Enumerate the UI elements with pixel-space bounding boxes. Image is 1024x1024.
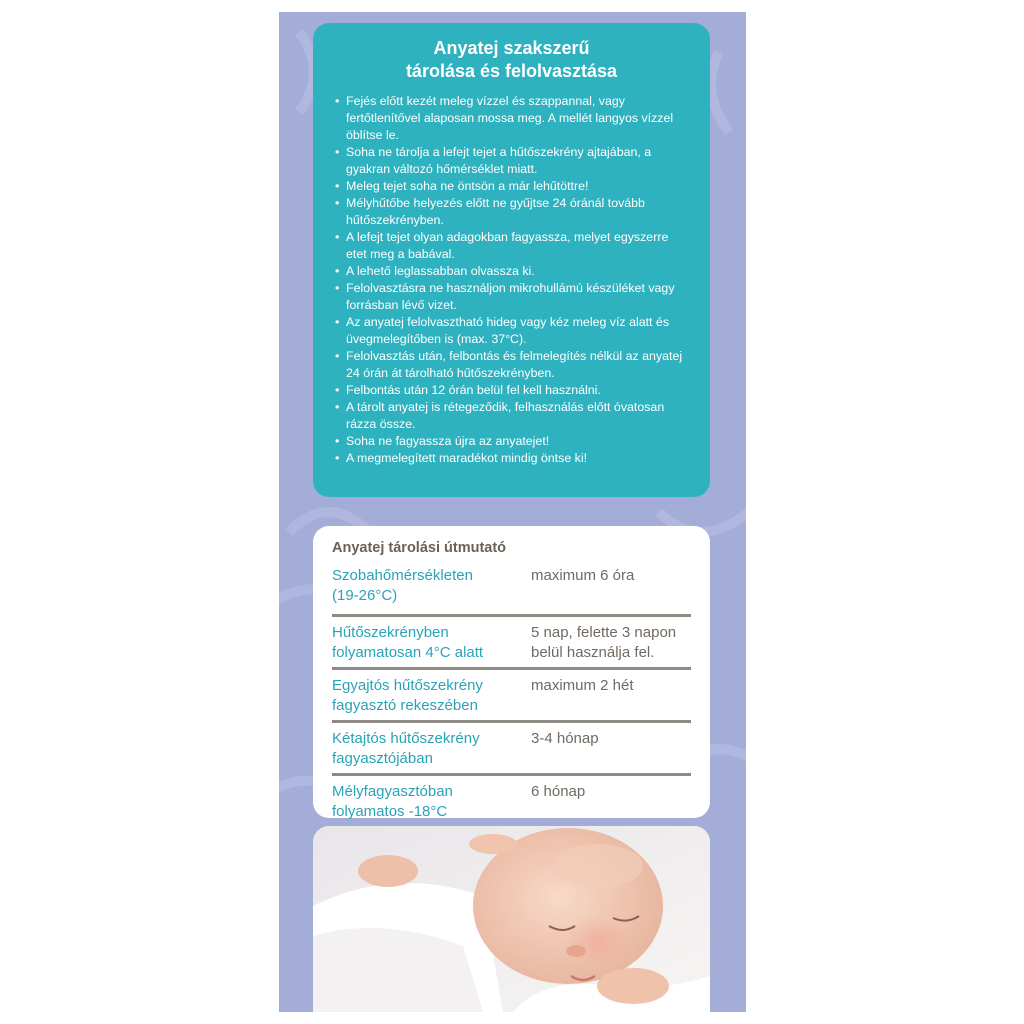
tips-title xyxy=(313,23,710,83)
guide-row-duration: 3-4 hónap xyxy=(531,730,599,747)
storage-guide-card xyxy=(313,526,710,818)
tip-item: • Meleg tejet soha ne öntsön a már lehűtöttre! xyxy=(335,179,589,193)
guide-row-room-temperature xyxy=(332,566,691,617)
bullet-icon: • xyxy=(335,281,340,295)
guide-row-refrigerator xyxy=(332,619,691,670)
guide-row-double-door-freezer xyxy=(332,725,691,776)
tip-item: • A tárolt anyatej is rétegeződik, felhasználás előtt óvatosan rázza össze. xyxy=(335,400,665,431)
guide-row-duration: maximum 6 óra xyxy=(531,567,635,584)
guide-row-duration: 5 nap, felette 3 napon belül használja fel. xyxy=(531,624,677,661)
tip-item: • Mélyhűtőbe helyezés előtt ne gyűjtse 24 óránál tovább hűtőszekrényben. xyxy=(335,196,645,227)
bullet-icon: • xyxy=(335,383,340,397)
sleeping-baby-photo xyxy=(313,826,710,1012)
guide-row-duration: 6 hónap xyxy=(531,783,586,800)
sleeping-baby-illustration xyxy=(313,826,710,1012)
bullet-icon: • xyxy=(335,94,340,108)
storage-tips-card xyxy=(313,23,710,497)
tips-title-line-2: tárolása és felolvasztása xyxy=(405,61,618,81)
leaflet-panel xyxy=(279,12,746,1012)
bullet-icon: • xyxy=(335,264,340,278)
guide-row-deep-freezer xyxy=(332,778,691,826)
guide-row-place: Egyajtós hűtőszekrény fagyasztó rekeszében xyxy=(332,677,483,714)
guide-title: Anyatej tárolási útmutató xyxy=(332,540,507,556)
guide-row-place: Kétajtós hűtőszekrény fagyasztójában xyxy=(332,730,480,767)
tip-item: • A lefejt tejet olyan adagokban fagyassza, melyet egyszerre etet meg a babával. xyxy=(335,230,669,261)
bullet-icon: • xyxy=(335,196,340,210)
tip-item: • A megmelegített maradékot mindig öntse ki! xyxy=(335,451,588,465)
bullet-icon: • xyxy=(335,451,340,465)
guide-row-single-door-freezer xyxy=(332,672,691,723)
bullet-icon: • xyxy=(335,145,340,159)
tip-item: • A lehető leglassabban olvassza ki. xyxy=(335,264,535,278)
tip-item: • Felolvasztásra ne használjon mikrohullámú készüléket vagy forrásban lévő vizet. xyxy=(335,281,675,312)
tip-item: • Az anyatej felolvasztható hideg vagy kéz meleg víz alatt és üvegmelegítőben is (max. 37°C). xyxy=(335,315,670,346)
bullet-icon: • xyxy=(335,179,340,193)
bullet-icon: • xyxy=(335,230,340,244)
guide-row-place: Szobahőmérsékleten (19-26°C) xyxy=(332,567,473,604)
bullet-icon: • xyxy=(335,315,340,329)
guide-row-duration: maximum 2 hét xyxy=(531,677,634,694)
tip-item: • Soha ne tárolja a lefejt tejet a hűtőszekrény ajtajában, a gyakran változó hőmérséklet miatt. xyxy=(335,145,652,176)
tip-item: • Felbontás után 12 órán belül fel kell használni. xyxy=(335,383,601,397)
tip-item: • Fejés előtt kezét meleg vízzel és szappannal, vagy fertőtlenítővel alaposan mossa meg. A mellét langyos vízzel öblítse le. xyxy=(335,94,674,142)
tip-item: • Felolvasztás után, felbontás és felmelegítés nélkül az anyatej 24 órán át tárolható hűtőszekrényben. xyxy=(335,349,683,380)
guide-table xyxy=(332,566,691,826)
tips-title-line-1: Anyatej szakszerű xyxy=(433,38,590,58)
bullet-icon: • xyxy=(335,434,340,448)
bullet-icon: • xyxy=(335,349,340,363)
tip-item: • Soha ne fagyassza újra az anyatejet! xyxy=(335,434,550,448)
guide-row-place: Hűtőszekrényben folyamatosan 4°C alatt xyxy=(332,624,484,661)
tips-list xyxy=(313,93,710,467)
bullet-icon: • xyxy=(335,400,340,414)
guide-row-place: Mélyfagyasztóban folyamatos -18°C xyxy=(332,783,453,820)
